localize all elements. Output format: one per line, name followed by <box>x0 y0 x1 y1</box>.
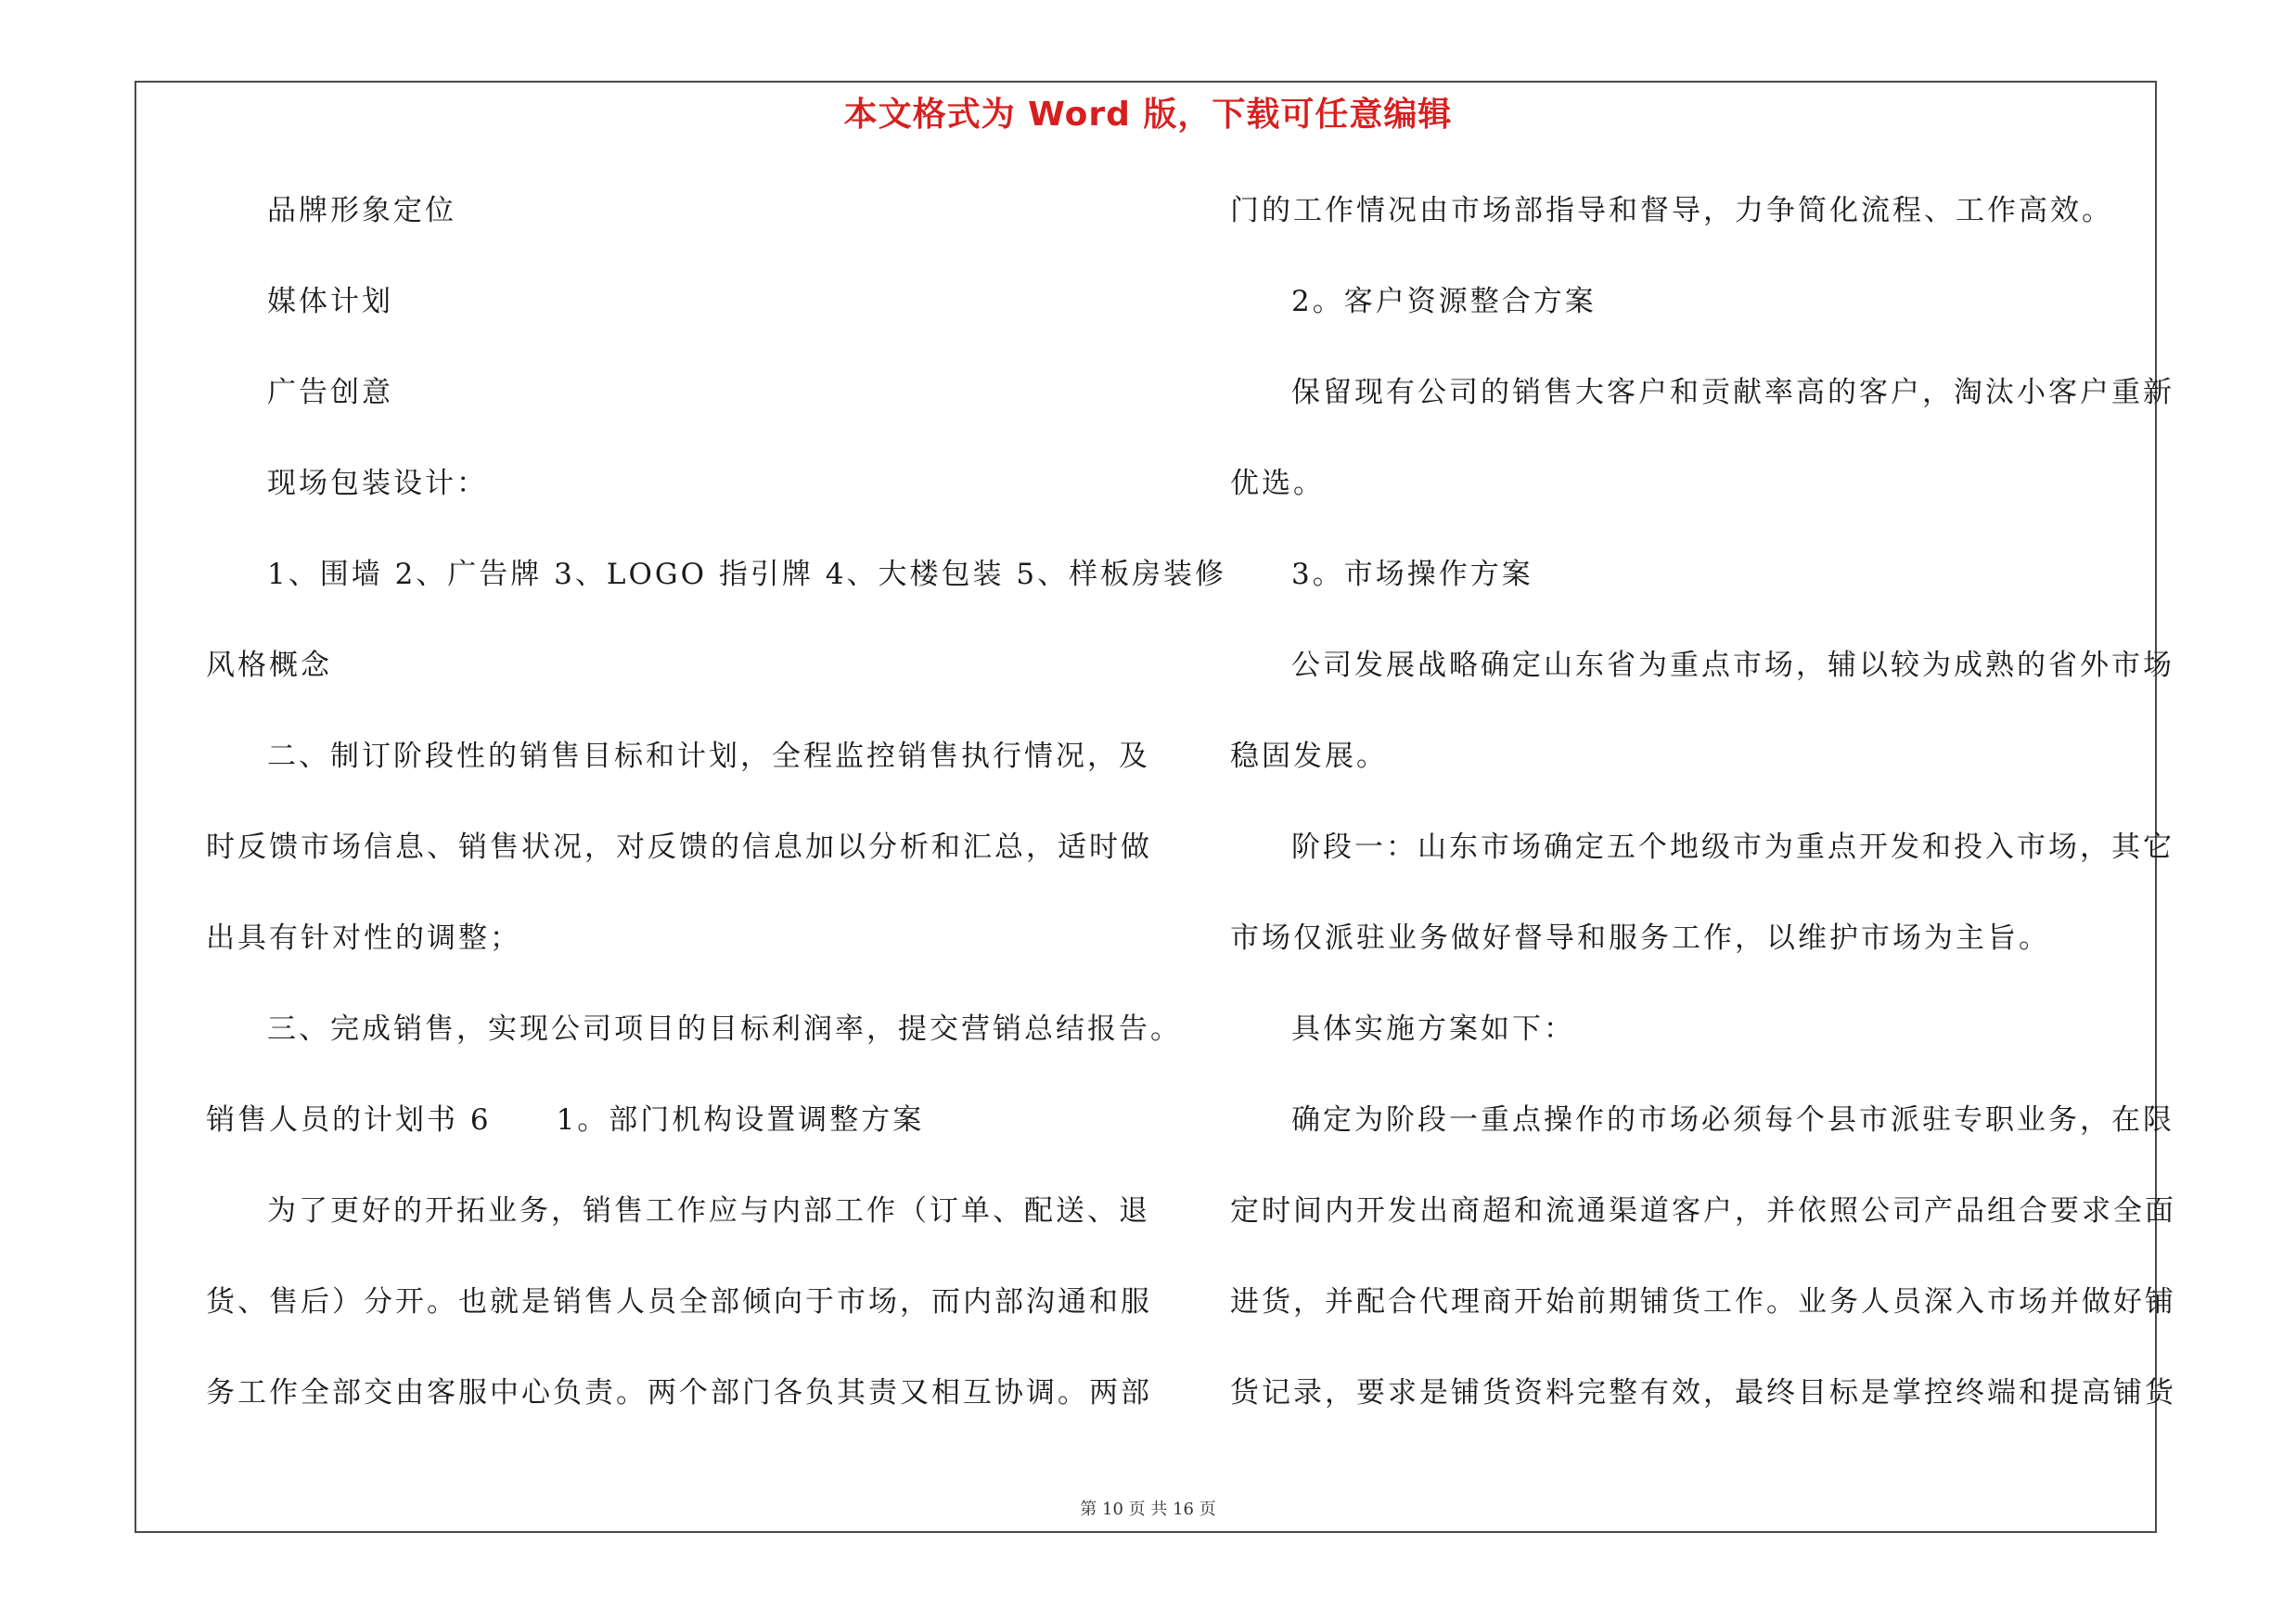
paragraph-line: 为了更好的开拓业务，销售工作应与内部工作（订单、配送、退 <box>267 1194 1150 1228</box>
paragraph-line: 风格概念 <box>206 649 332 682</box>
paragraph-line: 媒体计划 <box>267 285 393 318</box>
paragraph-line: 时反馈市场信息、销售状况，对反馈的信息加以分析和汇总，适时做 <box>206 831 1152 864</box>
paragraph-line: 2。客户资源整合方案 <box>1291 285 1597 318</box>
subsection-title: 1。部门机构设置调整方案 <box>556 1103 925 1137</box>
word-format-banner: 本文格式为 Word 版，下载可任意编辑 <box>843 96 1453 134</box>
paragraph-line: 进货，并配合代理商开始前期铺货工作。业务人员深入市场并做好铺 <box>1230 1285 2176 1319</box>
paragraph-line: 公司发展战略确定山东省为重点市场，辅以较为成熟的省外市场 <box>1291 649 2174 682</box>
paragraph-line: 优选。 <box>1230 467 1325 500</box>
paragraph-line: 出具有针对性的调整； <box>206 921 521 955</box>
paragraph-line: 市场仅派驻业务做好督导和服务工作，以维护市场为主旨。 <box>1230 921 2050 955</box>
page-number-footer: 第 10 页 共 16 页 <box>1080 1500 1216 1519</box>
paragraph-line: 务工作全部交由客服中心负责。两个部门各负其责又相互协调。两部 <box>206 1376 1152 1410</box>
paragraph-line: 门的工作情况由市场部指导和督导，力争简化流程、工作高效。 <box>1230 194 2113 227</box>
paragraph-line: 3。市场操作方案 <box>1291 558 1533 591</box>
paragraph-line: 1、围墙 2、广告牌 3、LOGO 指引牌 4、大楼包装 5、样板房装修 <box>267 558 1227 591</box>
paragraph-line: 确定为阶段一重点操作的市场必须每个县市派驻专职业务，在限 <box>1291 1103 2174 1137</box>
paragraph-line: 阶段一：山东市场确定五个地级市为重点开发和投入市场，其它 <box>1291 831 2174 864</box>
paragraph-line: 具体实施方案如下： <box>1291 1012 1575 1046</box>
paragraph-line: 现场包装设计： <box>267 467 488 500</box>
paragraph-line: 三、完成销售，实现公司项目的目标利润率，提交营销总结报告。 <box>267 1012 1182 1046</box>
paragraph-line: 定时间内开发出商超和流通渠道客户，并依照公司产品组合要求全面 <box>1230 1194 2176 1228</box>
paragraph-line: 稳固发展。 <box>1230 740 1388 773</box>
paragraph-line: 货、售后）分开。也就是销售人员全部倾向于市场，而内部沟通和服 <box>206 1285 1152 1319</box>
plan-title: 销售人员的计划书 6 <box>206 1103 492 1137</box>
paragraph-line: 二、制订阶段性的销售目标和计划，全程监控销售执行情况，及 <box>267 740 1150 773</box>
paragraph-line: 广告创意 <box>267 376 393 409</box>
paragraph-line: 货记录，要求是铺货资料完整有效，最终目标是掌控终端和提高铺货 <box>1230 1376 2176 1410</box>
section-heading-line <box>206 1101 1124 1139</box>
paragraph-line: 保留现有公司的销售大客户和贡献率高的客户，淘汰小客户重新 <box>1291 376 2174 409</box>
paragraph-line: 品牌形象定位 <box>267 194 456 227</box>
